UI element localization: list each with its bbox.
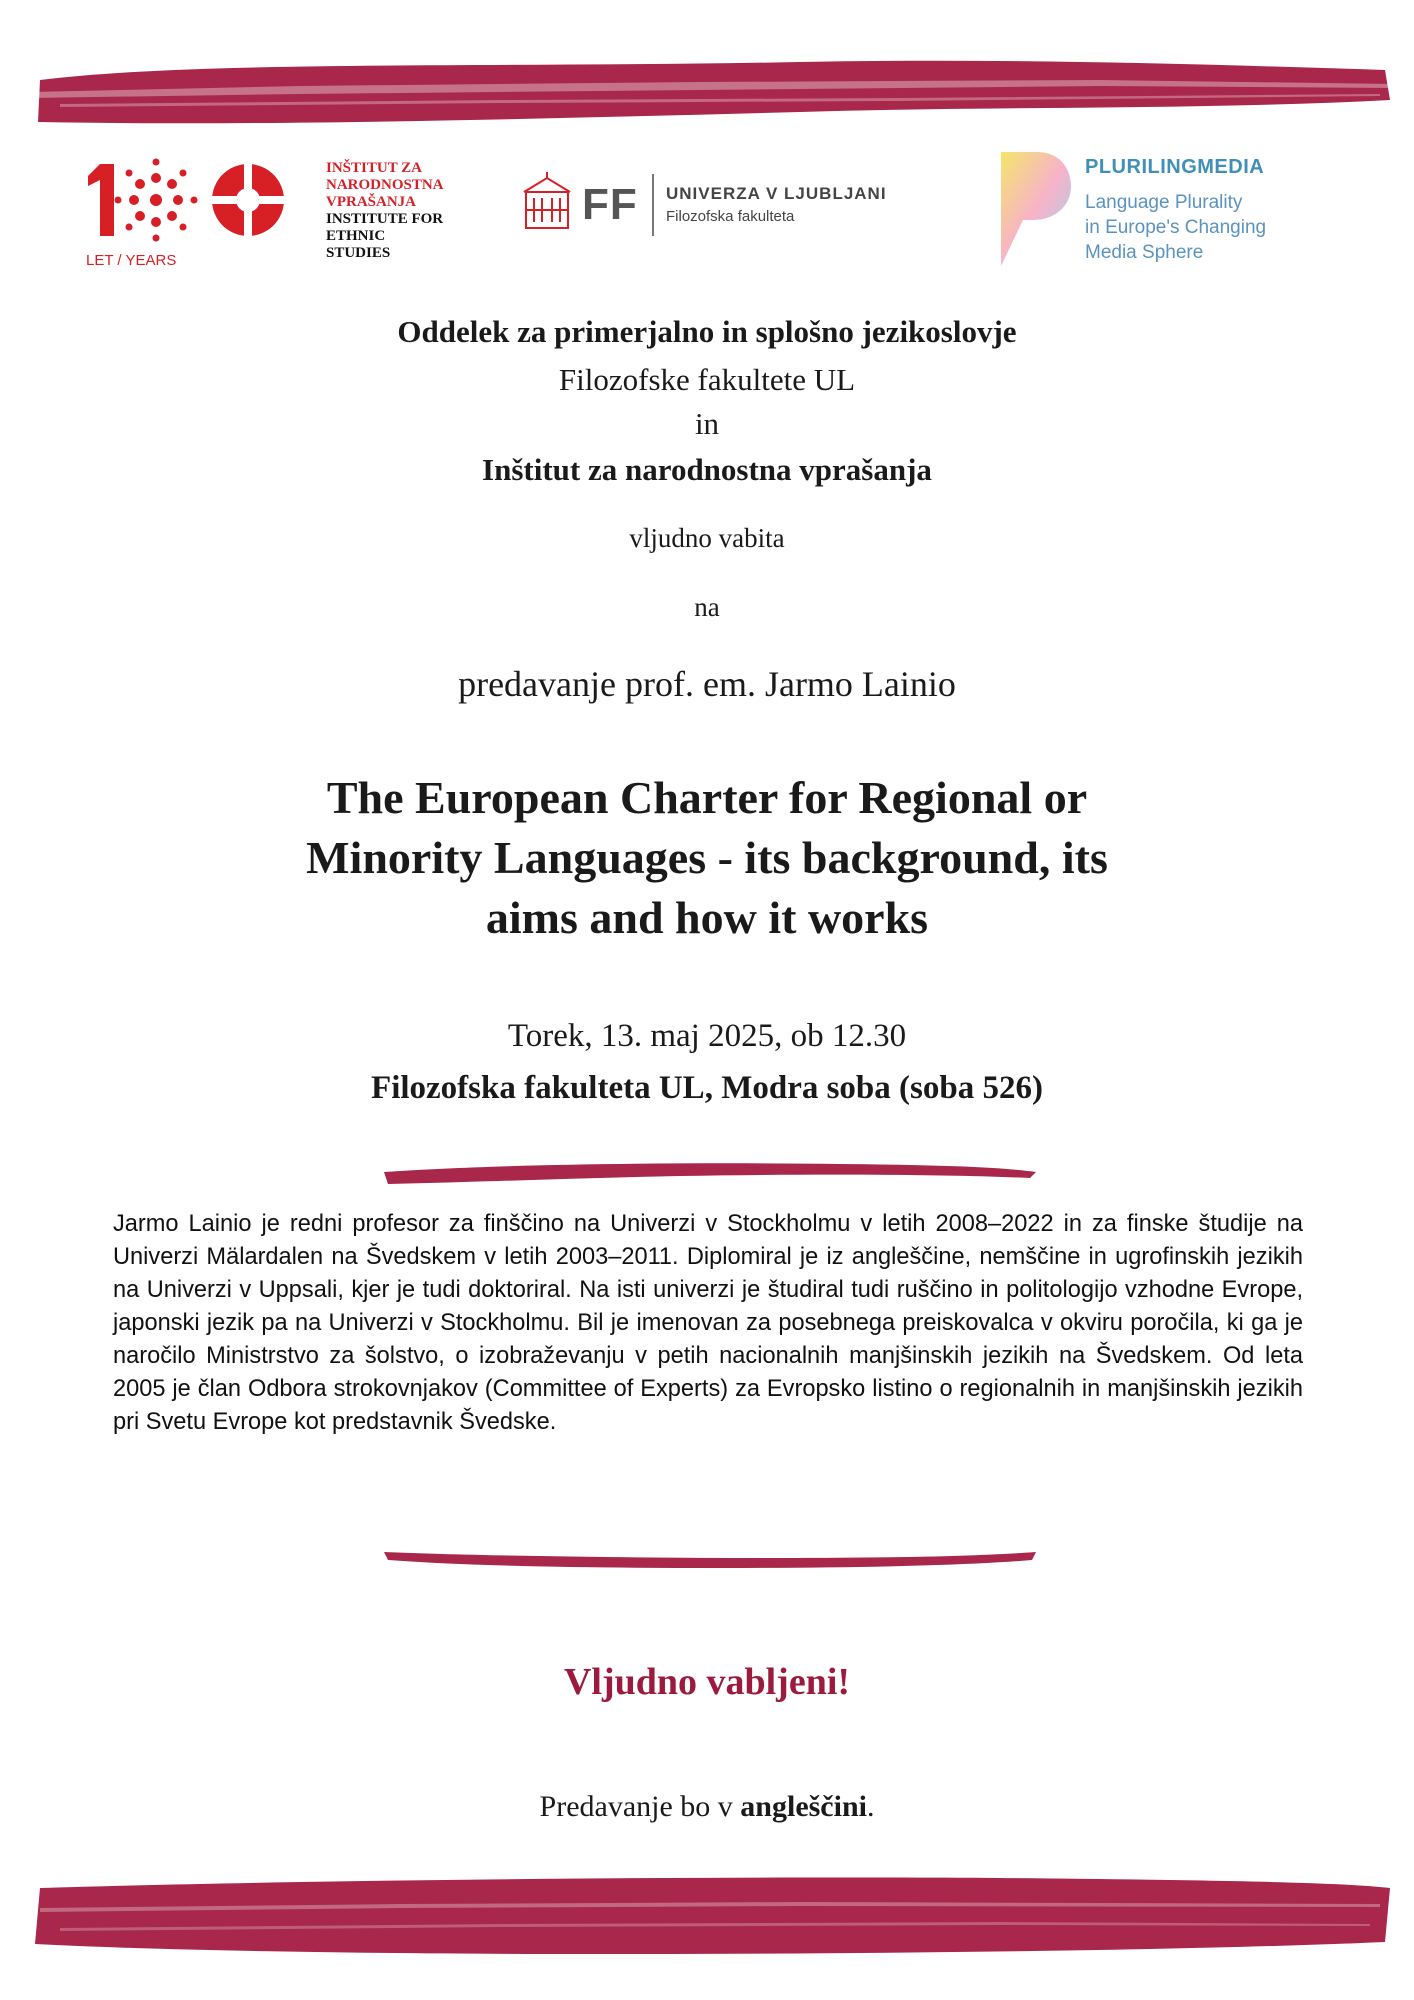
- ff-mark: FF: [582, 180, 638, 229]
- divider-stroke-top: [380, 1158, 1040, 1188]
- plurilingmedia-subtitle-line: in Europe's Changing: [1085, 217, 1267, 238]
- welcome-message: Vljudno vabljeni!: [563, 1661, 851, 1703]
- event-location: Filozofska fakulteta UL, Modra soba (soba 526): [371, 1070, 1043, 1106]
- institute-name-line: NARODNOSTNA: [326, 177, 444, 193]
- lecture-heading: predavanje prof. em. Jarmo Lainio: [458, 664, 956, 704]
- language-name: angleščini: [740, 1790, 867, 1823]
- top-brush-stroke: [0, 40, 1414, 130]
- hundred-years-logo-icon: [86, 152, 316, 252]
- plurilingmedia-subtitle-line: Language Plurality: [1085, 192, 1243, 213]
- faculty-logo: [520, 168, 900, 248]
- university-name: UNIVERZA V LJUBLJANI: [666, 184, 887, 203]
- faculty-heading: Filozofske fakultete UL: [558, 362, 856, 397]
- event-date: Torek, 13. maj 2025, ob 12.30: [507, 1018, 907, 1054]
- language-note-suffix: .: [866, 1790, 875, 1823]
- institute-name: [326, 160, 446, 262]
- talk-title-line: aims and how it works: [485, 892, 929, 943]
- institute-name-line: VPRAŠANJA: [326, 194, 416, 210]
- divider-stroke-bottom: [380, 1544, 1040, 1574]
- plurilingmedia-logo: [995, 150, 1335, 270]
- plurilingmedia-subtitle: [1085, 190, 1266, 265]
- department-heading: Oddelek za primerjalno in splošno jezikoslovje: [397, 314, 1017, 349]
- faculty-name: Filozofska fakulteta: [666, 208, 795, 225]
- faculty-building-icon: [520, 172, 574, 232]
- institute-name-line: INSTITUTE FOR: [326, 211, 444, 227]
- institute-name-line: ETHNIC STUDIES: [326, 228, 391, 261]
- institute-name-line: INŠTITUT ZA: [326, 160, 423, 176]
- years-label: LET / YEARS: [86, 252, 177, 269]
- plurilingmedia-subtitle-line: Media Sphere: [1085, 242, 1204, 263]
- plurilingmedia-title: PLURILINGMEDIA: [1085, 156, 1265, 178]
- talk-title-line: Minority Languages - its background, its: [306, 832, 1108, 883]
- conjunction-text: in: [694, 406, 720, 441]
- speaker-bio: Jarmo Lainio je redni profesor za finščino na Univerzi v Stockholmu v letih 2008–2022 in za finske študije na Univerzi Mälardalen na Švedskem v letih 2003–2011. Diplomiral je iz angleščine, nemščine in ugrofinskih jezikih na Univerzi v Uppsali, kjer je tudi doktoriral. Na isti univerzi je študiral tudi ruščino in politologijo vzhodne Evrope, japonski jezik pa na Univerzi v Stockholmu. Bil je imenovan za posebnega preiskovalca v okviru poročila, ki ga je naročilo Ministrstvo za šolstvo, o izobraževanju v petih nacionalnih manjšinskih jezikih na Švedskem. Od leta 2005 je član Odbora strokovnjakov (Committee of Experts) za Evropsko listino o regionalnih in manjšinskih jezikih pri Svetu Evrope kot predstavnik Švedske.: [113, 1211, 1303, 1435]
- invite-text: vljudno vabita: [629, 523, 785, 553]
- language-note-prefix: Predavanje bo v: [539, 1790, 733, 1823]
- plurilingmedia-p-icon: [995, 150, 1075, 268]
- institute-logo: [86, 152, 446, 272]
- preposition-text: na: [694, 592, 720, 622]
- bottom-brush-stroke: [0, 1858, 1414, 1968]
- talk-title-line: The European Charter for Regional or: [326, 772, 1088, 823]
- talk-title: [0, 768, 1414, 948]
- institute-heading: Inštitut za narodnostna vprašanja: [482, 452, 932, 487]
- logo-divider: [652, 174, 654, 236]
- language-note: [0, 1790, 1414, 1824]
